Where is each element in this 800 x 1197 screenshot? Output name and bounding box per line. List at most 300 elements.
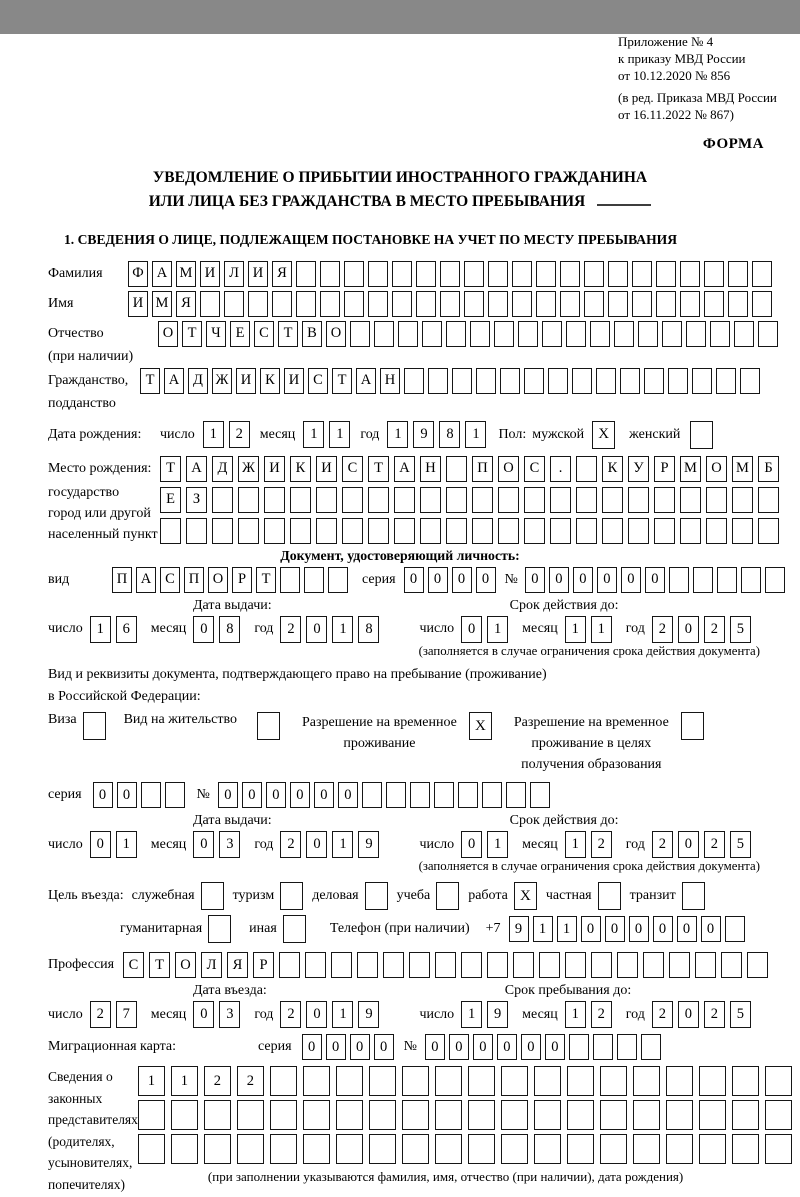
birth-date-label: Дата рождения: bbox=[48, 426, 142, 442]
char-cell: Е bbox=[160, 487, 181, 513]
char-cell bbox=[710, 321, 730, 347]
residence-issue-year bbox=[280, 831, 379, 858]
char-cell bbox=[303, 1134, 330, 1164]
char-cell: 0 bbox=[449, 1034, 469, 1060]
char-cell: 2 bbox=[90, 1001, 111, 1028]
char-cell: Р bbox=[654, 456, 675, 482]
char-cell: Д bbox=[188, 368, 208, 394]
char-cell bbox=[316, 518, 337, 544]
char-cell: 5 bbox=[730, 831, 751, 858]
char-cell: 1 bbox=[332, 1001, 353, 1028]
char-cell: К bbox=[290, 456, 311, 482]
char-cell bbox=[668, 368, 688, 394]
residence-doc-intro: Вид и реквизиты документа, подтверждающего право на пребывание (проживание) в Российской Федерации: bbox=[48, 666, 547, 704]
char-cell: 0 bbox=[314, 782, 334, 808]
char-cell: Т bbox=[149, 952, 170, 978]
char-cell: С bbox=[308, 368, 328, 394]
edu-permit-label: Разрешение на временное проживание в целях получения образования bbox=[513, 715, 669, 773]
char-cell: 0 bbox=[326, 1034, 346, 1060]
year-word: год bbox=[360, 426, 380, 442]
char-cell bbox=[518, 321, 538, 347]
identity-doc-heading: Документ, удостоверяющий личность: bbox=[280, 547, 520, 563]
migration-number-cells bbox=[425, 1034, 661, 1060]
stay-until-label: Срок пребывания до: bbox=[504, 983, 632, 999]
char-cell bbox=[644, 368, 664, 394]
char-cell bbox=[590, 321, 610, 347]
char-cell: 0 bbox=[605, 916, 625, 942]
char-cell bbox=[416, 261, 436, 287]
char-cell bbox=[680, 291, 700, 317]
char-cell bbox=[656, 261, 676, 287]
char-cell: 0 bbox=[266, 782, 286, 808]
char-cell bbox=[699, 1134, 726, 1164]
identity-doc-row bbox=[48, 567, 800, 593]
char-cell bbox=[732, 1134, 759, 1164]
char-cell bbox=[434, 782, 454, 808]
char-cell bbox=[680, 261, 700, 287]
char-cell bbox=[316, 487, 337, 513]
representatives-cells-1 bbox=[138, 1066, 792, 1096]
char-cell: 2 bbox=[704, 1001, 725, 1028]
char-cell bbox=[628, 487, 649, 513]
char-cell: А bbox=[394, 456, 415, 482]
char-cell bbox=[402, 1134, 429, 1164]
section1-heading: 1. СВЕДЕНИЯ О ЛИЦЕ, ПОДЛЕЖАЩЕМ ПОСТАНОВКЕ НА УЧЕТ ПО МЕСТУ ПРЕБЫВАНИЯ bbox=[64, 231, 678, 247]
char-cell: 5 bbox=[730, 616, 751, 643]
char-cell: 2 bbox=[229, 421, 250, 448]
visa-checkbox bbox=[83, 712, 106, 740]
appendix-line2: к приказу МВД России bbox=[618, 50, 746, 66]
char-cell: 0 bbox=[193, 831, 214, 858]
char-cell: 0 bbox=[242, 782, 262, 808]
char-cell bbox=[656, 291, 676, 317]
char-cell: Я bbox=[176, 291, 196, 317]
char-cell bbox=[383, 952, 404, 978]
char-cell: 0 bbox=[653, 916, 673, 942]
birth-date-row bbox=[48, 421, 800, 449]
char-cell: О bbox=[498, 456, 519, 482]
stay-month bbox=[565, 1001, 612, 1028]
residence-valid-day bbox=[461, 831, 508, 858]
char-cell bbox=[472, 487, 493, 513]
day-word: число bbox=[48, 1006, 83, 1022]
char-cell bbox=[270, 1066, 297, 1096]
char-cell: 1 bbox=[487, 831, 508, 858]
char-cell bbox=[470, 321, 490, 347]
char-cell bbox=[446, 456, 467, 482]
doc-number-label: № bbox=[504, 571, 518, 587]
char-cell: 9 bbox=[358, 1001, 379, 1028]
char-cell: 0 bbox=[473, 1034, 493, 1060]
year-word: год bbox=[625, 836, 645, 852]
char-cell: 1 bbox=[90, 616, 111, 643]
edu-permit-checkbox bbox=[681, 712, 704, 740]
purpose-study-checkbox bbox=[436, 882, 459, 910]
char-cell bbox=[654, 518, 675, 544]
char-cell: 0 bbox=[302, 1034, 322, 1060]
char-cell: 1 bbox=[329, 421, 350, 448]
char-cell bbox=[758, 487, 779, 513]
char-cell: 2 bbox=[237, 1066, 264, 1096]
birth-place-label: Место рождения: государство город или другой населенный пункт bbox=[48, 460, 158, 542]
purpose-other-checkbox bbox=[283, 915, 306, 943]
char-cell bbox=[488, 261, 508, 287]
residence-doc-options bbox=[48, 712, 800, 775]
char-cell: 1 bbox=[332, 616, 353, 643]
profession-label: Профессия bbox=[48, 957, 115, 973]
char-cell bbox=[706, 487, 727, 513]
char-cell bbox=[534, 1134, 561, 1164]
char-cell: 2 bbox=[704, 831, 725, 858]
char-cell: Т bbox=[160, 456, 181, 482]
char-cell bbox=[641, 1034, 661, 1060]
validity-label: Срок действия до: bbox=[509, 597, 619, 613]
char-cell: 2 bbox=[652, 616, 673, 643]
char-cell bbox=[680, 487, 701, 513]
char-cell bbox=[461, 952, 482, 978]
char-cell bbox=[699, 1066, 726, 1096]
char-cell: 0 bbox=[525, 567, 545, 593]
identity-dates-row bbox=[48, 616, 800, 643]
char-cell: 7 bbox=[116, 1001, 137, 1028]
form-title-line1: УВЕДОМЛЕНИЕ О ПРИБЫТИИ ИНОСТРАННОГО ГРАЖДАНИНА bbox=[152, 169, 648, 187]
char-cell bbox=[237, 1134, 264, 1164]
char-cell bbox=[350, 321, 370, 347]
day-word: число bbox=[419, 1006, 455, 1022]
char-cell bbox=[566, 321, 586, 347]
edu-permit-option bbox=[514, 712, 704, 775]
purpose-work: работа X bbox=[468, 882, 537, 910]
char-cell bbox=[765, 1100, 792, 1130]
char-cell: 0 bbox=[290, 782, 310, 808]
char-cell: 0 bbox=[117, 782, 137, 808]
char-cell bbox=[303, 1100, 330, 1130]
char-cell bbox=[386, 782, 406, 808]
char-cell: 0 bbox=[338, 782, 358, 808]
purpose-transit-checkbox bbox=[682, 882, 705, 910]
char-cell bbox=[336, 1066, 363, 1096]
char-cell bbox=[320, 261, 340, 287]
char-cell bbox=[482, 782, 502, 808]
char-cell: Н bbox=[420, 456, 441, 482]
birth-place-cells-2 bbox=[160, 487, 779, 513]
char-cell: 0 bbox=[193, 1001, 214, 1028]
char-cell: 0 bbox=[452, 567, 472, 593]
char-cell bbox=[732, 1100, 759, 1130]
char-cell bbox=[699, 1100, 726, 1130]
residence-series-label: серия bbox=[48, 787, 82, 803]
char-cell: 1 bbox=[591, 616, 612, 643]
char-cell bbox=[336, 1134, 363, 1164]
char-cell: 5 bbox=[730, 1001, 751, 1028]
char-cell bbox=[669, 952, 690, 978]
char-cell bbox=[758, 321, 778, 347]
entry-date-labels bbox=[48, 983, 800, 999]
char-cell: Ж bbox=[212, 368, 232, 394]
residence-issue-month bbox=[193, 831, 240, 858]
char-cell bbox=[362, 782, 382, 808]
forma-label: ФОРМА bbox=[702, 136, 764, 153]
char-cell bbox=[160, 518, 181, 544]
char-cell bbox=[550, 487, 571, 513]
char-cell: 8 bbox=[219, 616, 240, 643]
char-cell: П bbox=[184, 567, 204, 593]
surname-label: Фамилия bbox=[48, 265, 103, 281]
char-cell bbox=[539, 952, 560, 978]
day-word: число bbox=[419, 836, 455, 852]
char-cell bbox=[501, 1100, 528, 1130]
month-word: месяц bbox=[522, 1006, 558, 1022]
visa-label: Виза bbox=[48, 712, 77, 728]
char-cell bbox=[331, 952, 352, 978]
char-cell bbox=[476, 368, 496, 394]
char-cell bbox=[600, 1100, 627, 1130]
char-cell bbox=[296, 261, 316, 287]
char-cell: 1 bbox=[461, 1001, 482, 1028]
char-cell: И bbox=[200, 261, 220, 287]
char-cell bbox=[344, 261, 364, 287]
char-cell: М bbox=[176, 261, 196, 287]
char-cell: 0 bbox=[597, 567, 617, 593]
char-cell: 0 bbox=[701, 916, 721, 942]
patronymic-cells bbox=[158, 321, 778, 347]
char-cell bbox=[536, 291, 556, 317]
char-cell bbox=[693, 567, 713, 593]
char-cell bbox=[534, 1100, 561, 1130]
purpose-tourism: туризм bbox=[233, 882, 304, 910]
citizenship-row bbox=[48, 368, 800, 414]
char-cell: Р bbox=[253, 952, 274, 978]
char-cell: Я bbox=[272, 261, 292, 287]
char-cell: 9 bbox=[358, 831, 379, 858]
char-cell: С bbox=[160, 567, 180, 593]
char-cell bbox=[752, 291, 772, 317]
char-cell bbox=[452, 368, 472, 394]
char-cell bbox=[593, 1034, 613, 1060]
char-cell bbox=[560, 291, 580, 317]
char-cell bbox=[487, 952, 508, 978]
residence-validity-note: (заполняется в случае ограничения срока действия документа) bbox=[418, 859, 760, 874]
char-cell bbox=[716, 368, 736, 394]
char-cell bbox=[248, 291, 268, 317]
char-cell bbox=[344, 291, 364, 317]
purpose-humanitarian-checkbox bbox=[208, 915, 231, 943]
surname-row bbox=[48, 261, 800, 287]
char-cell bbox=[706, 518, 727, 544]
purpose-official: служебная bbox=[132, 882, 224, 910]
year-word: год bbox=[625, 621, 645, 637]
char-cell: 0 bbox=[678, 1001, 699, 1028]
char-cell bbox=[171, 1100, 198, 1130]
stay-year bbox=[652, 1001, 751, 1028]
patronymic-label: Отчество (при наличии) bbox=[48, 325, 134, 364]
char-cell bbox=[741, 567, 761, 593]
char-cell bbox=[542, 321, 562, 347]
title-blank-line bbox=[597, 194, 651, 206]
char-cell: 0 bbox=[645, 567, 665, 593]
char-cell bbox=[368, 261, 388, 287]
char-cell: 0 bbox=[545, 1034, 565, 1060]
char-cell: Д bbox=[212, 456, 233, 482]
char-cell bbox=[357, 952, 378, 978]
char-cell bbox=[458, 782, 478, 808]
char-cell bbox=[303, 1066, 330, 1096]
char-cell: Б bbox=[758, 456, 779, 482]
char-cell bbox=[212, 518, 233, 544]
char-cell: 1 bbox=[138, 1066, 165, 1096]
profession-row bbox=[48, 952, 800, 978]
char-cell bbox=[446, 487, 467, 513]
char-cell: 0 bbox=[428, 567, 448, 593]
char-cell: П bbox=[112, 567, 132, 593]
char-cell: 1 bbox=[565, 1001, 586, 1028]
char-cell: К bbox=[260, 368, 280, 394]
representatives-label: Сведения о законных представителях (родителях, усыновителях, попечителях) bbox=[48, 1069, 138, 1192]
char-cell: 3 bbox=[219, 1001, 240, 1028]
representatives-cells-2 bbox=[138, 1100, 792, 1130]
char-cell: Т bbox=[256, 567, 276, 593]
char-cell: В bbox=[302, 321, 322, 347]
char-cell bbox=[464, 261, 484, 287]
char-cell: С bbox=[123, 952, 144, 978]
name-row bbox=[48, 291, 800, 317]
char-cell bbox=[732, 518, 753, 544]
char-cell bbox=[420, 487, 441, 513]
char-cell bbox=[200, 291, 220, 317]
char-cell bbox=[669, 567, 689, 593]
month-word: месяц bbox=[522, 621, 558, 637]
char-cell bbox=[468, 1134, 495, 1164]
char-cell: 8 bbox=[358, 616, 379, 643]
char-cell bbox=[398, 321, 418, 347]
char-cell bbox=[632, 261, 652, 287]
representatives-cells-3 bbox=[138, 1134, 792, 1164]
char-cell bbox=[524, 368, 544, 394]
char-cell bbox=[328, 567, 348, 593]
char-cell bbox=[633, 1100, 660, 1130]
profession-cells bbox=[123, 952, 768, 978]
char-cell: М bbox=[152, 291, 172, 317]
char-cell: 2 bbox=[591, 831, 612, 858]
char-cell bbox=[296, 291, 316, 317]
char-cell bbox=[740, 368, 760, 394]
char-cell: 0 bbox=[476, 567, 496, 593]
char-cell bbox=[392, 261, 412, 287]
char-cell bbox=[717, 567, 737, 593]
char-cell bbox=[602, 487, 623, 513]
char-cell: 0 bbox=[621, 567, 641, 593]
char-cell: А bbox=[164, 368, 184, 394]
char-cell: Ч bbox=[206, 321, 226, 347]
char-cell bbox=[692, 368, 712, 394]
year-word: год bbox=[254, 836, 274, 852]
char-cell bbox=[572, 368, 592, 394]
identity-validity-note: (заполняется в случае ограничения срока действия документа) bbox=[418, 643, 760, 658]
char-cell: 0 bbox=[404, 567, 424, 593]
purpose-study: учеба bbox=[397, 882, 460, 910]
char-cell bbox=[224, 291, 244, 317]
char-cell bbox=[576, 456, 597, 482]
char-cell bbox=[666, 1066, 693, 1096]
char-cell: О bbox=[326, 321, 346, 347]
identity-issue-day bbox=[90, 616, 137, 643]
char-cell: У bbox=[628, 456, 649, 482]
char-cell bbox=[747, 952, 768, 978]
char-cell bbox=[584, 291, 604, 317]
char-cell bbox=[369, 1100, 396, 1130]
char-cell bbox=[435, 1134, 462, 1164]
char-cell: 0 bbox=[90, 831, 111, 858]
char-cell bbox=[608, 261, 628, 287]
char-cell bbox=[402, 1100, 429, 1130]
char-cell: 0 bbox=[461, 616, 482, 643]
identity-issue-month bbox=[193, 616, 240, 643]
char-cell bbox=[464, 291, 484, 317]
residence-dates-row bbox=[48, 831, 800, 858]
char-cell: Н bbox=[380, 368, 400, 394]
char-cell bbox=[402, 1066, 429, 1096]
name-label: Имя bbox=[48, 295, 74, 311]
char-cell bbox=[468, 1066, 495, 1096]
char-cell bbox=[725, 916, 745, 942]
char-cell bbox=[638, 321, 658, 347]
char-cell bbox=[368, 487, 389, 513]
char-cell bbox=[632, 291, 652, 317]
char-cell bbox=[369, 1066, 396, 1096]
doc-number-cells bbox=[525, 567, 785, 593]
char-cell: 0 bbox=[678, 616, 699, 643]
char-cell bbox=[204, 1134, 231, 1164]
char-cell bbox=[732, 1066, 759, 1096]
entry-year bbox=[280, 1001, 379, 1028]
char-cell: С bbox=[254, 321, 274, 347]
migration-series-cells bbox=[302, 1034, 394, 1060]
char-cell bbox=[732, 487, 753, 513]
female-label: женский bbox=[629, 426, 681, 442]
appendix-block bbox=[618, 34, 800, 123]
char-cell bbox=[728, 291, 748, 317]
char-cell bbox=[608, 291, 628, 317]
char-cell bbox=[404, 368, 424, 394]
char-cell bbox=[342, 518, 363, 544]
char-cell: 3 bbox=[219, 831, 240, 858]
char-cell bbox=[591, 952, 612, 978]
char-cell bbox=[560, 261, 580, 287]
doc-series-label: серия bbox=[362, 571, 396, 587]
char-cell: 1 bbox=[487, 616, 508, 643]
char-cell: А bbox=[356, 368, 376, 394]
birth-place-cells-3 bbox=[160, 518, 779, 544]
char-cell bbox=[279, 952, 300, 978]
char-cell: 0 bbox=[306, 616, 327, 643]
char-cell bbox=[374, 321, 394, 347]
char-cell bbox=[446, 321, 466, 347]
char-cell bbox=[567, 1066, 594, 1096]
char-cell bbox=[342, 487, 363, 513]
day-word: число bbox=[419, 621, 455, 637]
char-cell: С bbox=[524, 456, 545, 482]
char-cell bbox=[138, 1100, 165, 1130]
char-cell bbox=[440, 291, 460, 317]
char-cell bbox=[304, 567, 324, 593]
char-cell: 9 bbox=[413, 421, 434, 448]
char-cell: 1 bbox=[332, 831, 353, 858]
citizenship-label: Гражданство, подданство bbox=[48, 372, 129, 411]
char-cell bbox=[435, 1100, 462, 1130]
surname-cells bbox=[128, 261, 772, 287]
residence-permit-checkbox bbox=[257, 712, 280, 740]
char-cell: 6 bbox=[116, 616, 137, 643]
